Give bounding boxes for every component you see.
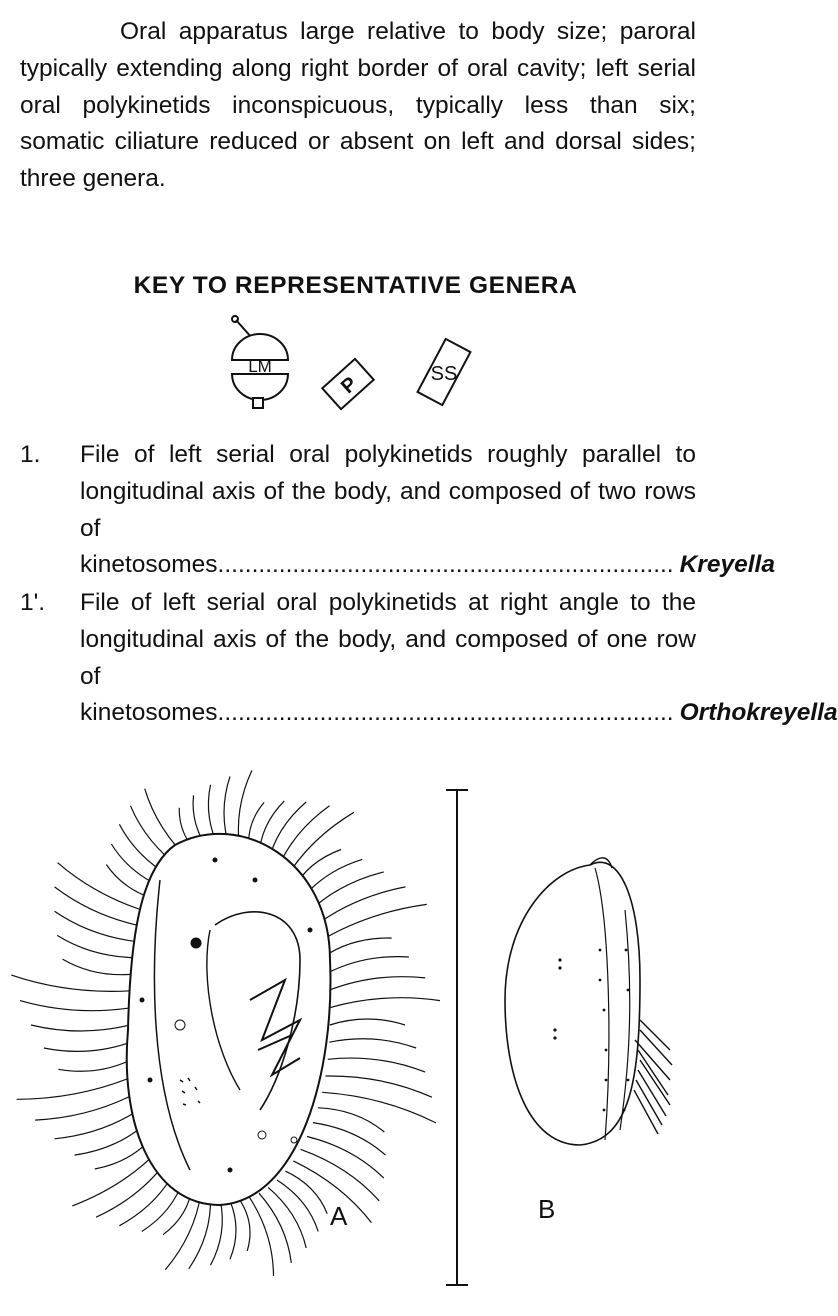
cilium-stroke: [72, 1149, 159, 1206]
intro-paragraph: Oral apparatus large relative to body size; paroral typically extending along right border of oral cavity; left serial oral polykinetids inconspicuous, typically less than six; somatic ciliature reduced or absent on left and dorsal sides; three genera.: [20, 18, 696, 193]
cilium-stroke: [313, 1123, 386, 1156]
cilium-stroke: [44, 1042, 131, 1051]
silver-stain-icon: [416, 338, 474, 407]
cilium-stroke: [322, 938, 392, 958]
protargol-icon: [322, 359, 373, 409]
genus-name: Kreyella: [679, 551, 775, 579]
cilium-stroke: [230, 1201, 236, 1259]
specimen-a-drawing: [11, 770, 440, 1276]
cilium-stroke: [329, 1039, 416, 1048]
cilium-stroke: [55, 1108, 143, 1139]
genus-name: Orthokreyella: [679, 699, 838, 727]
cilium-stroke: [35, 1092, 138, 1120]
figure-label-b: B: [538, 1194, 556, 1224]
cilium-stroke: [17, 1076, 135, 1099]
cilium-stroke: [31, 1025, 130, 1031]
key-title: KEY TO REPRESENTATIVE GENERA: [133, 272, 578, 299]
cilium-stroke: [20, 1001, 131, 1011]
cilium-stroke: [58, 863, 153, 914]
cilium-stroke: [329, 998, 440, 1008]
cilium-stroke: [318, 904, 427, 942]
figure-label-a: A: [330, 1201, 348, 1231]
symbol-p-label: P: [337, 372, 362, 399]
cilium-stroke: [240, 1200, 250, 1251]
cilium-stroke: [57, 935, 138, 957]
scale-bar: [446, 790, 468, 1285]
symbol-lm-label: LM: [248, 357, 272, 376]
specimen-b-drawing: [505, 858, 672, 1145]
cilium-stroke: [322, 1092, 436, 1123]
key-item-text: File of left serial oral polykinetids at right angle to the longitudinal axis of the body, and composed of one row of: [80, 589, 696, 690]
illustration-drawing: [0, 750, 711, 1311]
cilium-stroke: [11, 975, 132, 991]
cilium-stroke: [189, 1197, 211, 1268]
key-item-number: 1.: [20, 441, 41, 468]
cilium-stroke: [328, 1058, 425, 1072]
cilium-stroke: [301, 1149, 380, 1201]
cilium-stroke: [328, 977, 425, 991]
cilium-stroke: [58, 1059, 132, 1071]
cilium-stroke: [318, 1108, 384, 1132]
ciliate-illustration: [0, 750, 711, 1311]
method-symbols: [226, 312, 496, 434]
light-microscope-icon: [232, 316, 288, 408]
symbol-ss-label: SS: [430, 363, 458, 385]
key-item-last-word: kinetosomes: [80, 699, 218, 727]
cilium-stroke: [259, 1193, 291, 1263]
key-item-leader: ...................................................................: [217, 699, 674, 727]
key-item-2: [20, 585, 838, 732]
cilium-stroke: [330, 1019, 405, 1025]
key-item-number: 1'.: [20, 589, 46, 616]
cilium-stroke: [326, 957, 409, 974]
cilium-stroke: [250, 1197, 274, 1276]
cilium-stroke: [211, 1200, 223, 1265]
key-item-last-word: kinetosomes: [80, 551, 218, 579]
key-item-1: [20, 437, 775, 584]
cilium-stroke: [268, 1187, 306, 1248]
key-item-leader: ...................................................................: [217, 551, 674, 579]
key-item-text: File of left serial oral polykinetids roughly parallel to longitudinal axis of the body, and composed of two rows of: [80, 441, 696, 542]
cilium-stroke: [63, 959, 135, 975]
cilium-stroke: [55, 911, 143, 942]
